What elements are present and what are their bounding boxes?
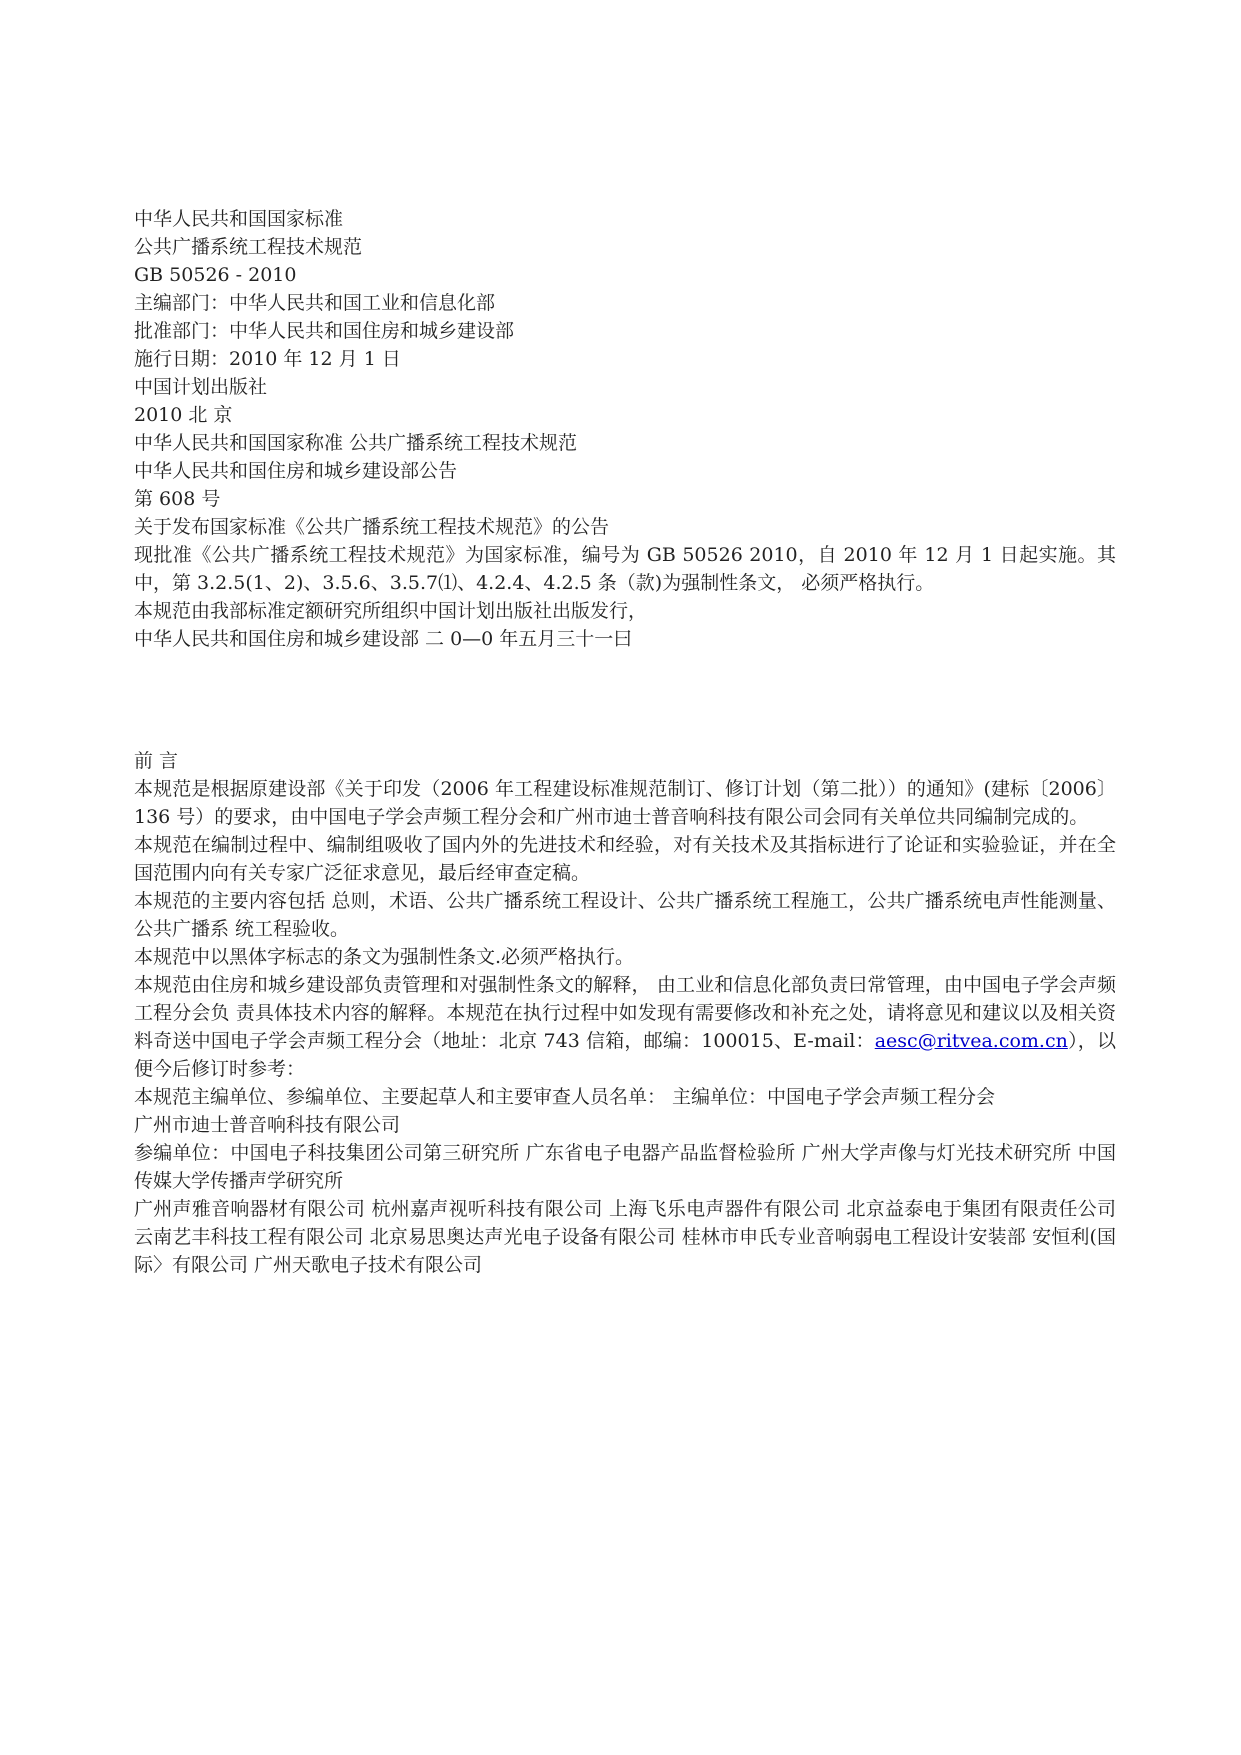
standard-code: GB 50526 - 2010: [134, 264, 297, 286]
preface-paragraph-4: 本规范中以黑体字标志的条文为强制性条文.必须严格执行。: [134, 946, 635, 968]
publication-place: 2010 北 京: [134, 404, 233, 426]
preface-paragraph-6: 本规范主编单位、参编单位、主要起草人和主要审查人员名单： 主编单位：中国电子学会声频工程分会: [134, 1086, 996, 1108]
announcement-heading: 中华人民共和国国家称准 公共广播系统工程技术规范: [134, 432, 578, 454]
announcement-body: 现批准《公共广播系统工程技术规范》为国家标准，编号为 GB 50526 2010，自 2010 年 12 月 1 日起实施。其中，第 3.2.5(1、2)、3.5.6、3.5.7⑴、4.2.4、4.2.5 条（款)为强制性条文， 必须严格执行。: [134, 544, 1116, 594]
publish-note: 本规范由我部标准定额研究所组织中国计划出版社出版发行，: [134, 600, 648, 622]
preface-paragraph-3: 本规范的主要内容包括 总则，术语、公共广播系统工程设计、公共广播系统工程施工，公共广播系统电声性能测量、公共广播系 统工程验收。: [134, 890, 1116, 940]
preface-paragraph-8: 参编单位：中国电子科技集团公司第三研究所 广东省电子电器产品监督检验所 广州大学声像与灯光技术研究所 中国传媒大学传播声学研究所: [134, 1142, 1116, 1192]
announcement-signature: 中华人民共和国住房和城乡建设部 二 0—0 年五月三十一曰: [134, 628, 633, 650]
preface-paragraph-1: 本规范是根据原建设部《关于印发（2006 年工程建设标准规范制订、修订计划（第二批））的通知》(建标〔2006〕136 号）的要求，由中国电子学会声频工程分会和广州市迪士普音响科技有限公司会同有关单位共同编制完成的。: [134, 778, 1116, 828]
preface-paragraph-2: 本规范在编制过程中、编制组吸收了国内外的先进技术和经验，对有关技术及其指标进行了论证和实验验证，并在全国范围内向有关专家广泛征求意见，最后经审查定稿。: [134, 834, 1116, 884]
announcement-number: 第 608 号: [134, 488, 221, 510]
announcement-issuer: 中华人民共和国住房和城乡建设部公告: [134, 460, 458, 482]
chief-department: 主编部门：中华人民共和国工业和信息化部: [134, 292, 496, 314]
effective-date: 施行日期：2010 年 12 月 1 日: [134, 348, 401, 370]
standard-type: 中华人民共和国国家标准: [134, 208, 344, 230]
email-link[interactable]: aesc@ritvea.com.cn: [874, 1030, 1068, 1052]
preface-paragraph-5: [134, 971, 1116, 1083]
announcement-title: 关于发布国家标准《公共广播系统工程技术规范》的公告: [134, 516, 610, 538]
section-gap: [134, 653, 1116, 747]
preface-paragraph-5-tail: ），以便今后修订时参考：: [134, 1030, 1116, 1080]
document-title: 公共广播系统工程技术规范: [134, 236, 363, 258]
preface-heading: 前 言: [134, 750, 179, 772]
document-page: [134, 205, 1116, 1279]
publisher: 中国计划出版社: [134, 376, 268, 398]
preface-paragraph-7: 广州市迪士普音响科技有限公司: [134, 1114, 401, 1136]
preface-paragraph-9: 广州声雅音响器材有限公司 杭州嘉声视听科技有限公司 上海飞乐电声器件有限公司 北京益泰电于集团有限责任公司 云南艺丰科技工程有限公司 北京易思奥达声光电子设备有限公司 桂林市申氏专业音响弱电工程设计安装部 安恒利(国际〉有限公司 广州天歌电子技术有限公司: [134, 1198, 1116, 1276]
approval-department: 批准部门：中华人民共和国住房和城乡建设部: [134, 320, 515, 342]
preface-paragraph-5-text: 本规范由住房和城乡建设部负责管理和对强制性条文的解释， 由工业和信息化部负责曰常管理，由中国电子学会声频工程分会负 责具体技术内容的解释。本规范在执行过程中如发现有需要修改和补充之处，请将意见和建议以及相关资料奇送中国电子学会声频工程分会（地址：北京 743 信箱，邮编：100015、E-mail：: [134, 974, 1116, 1052]
